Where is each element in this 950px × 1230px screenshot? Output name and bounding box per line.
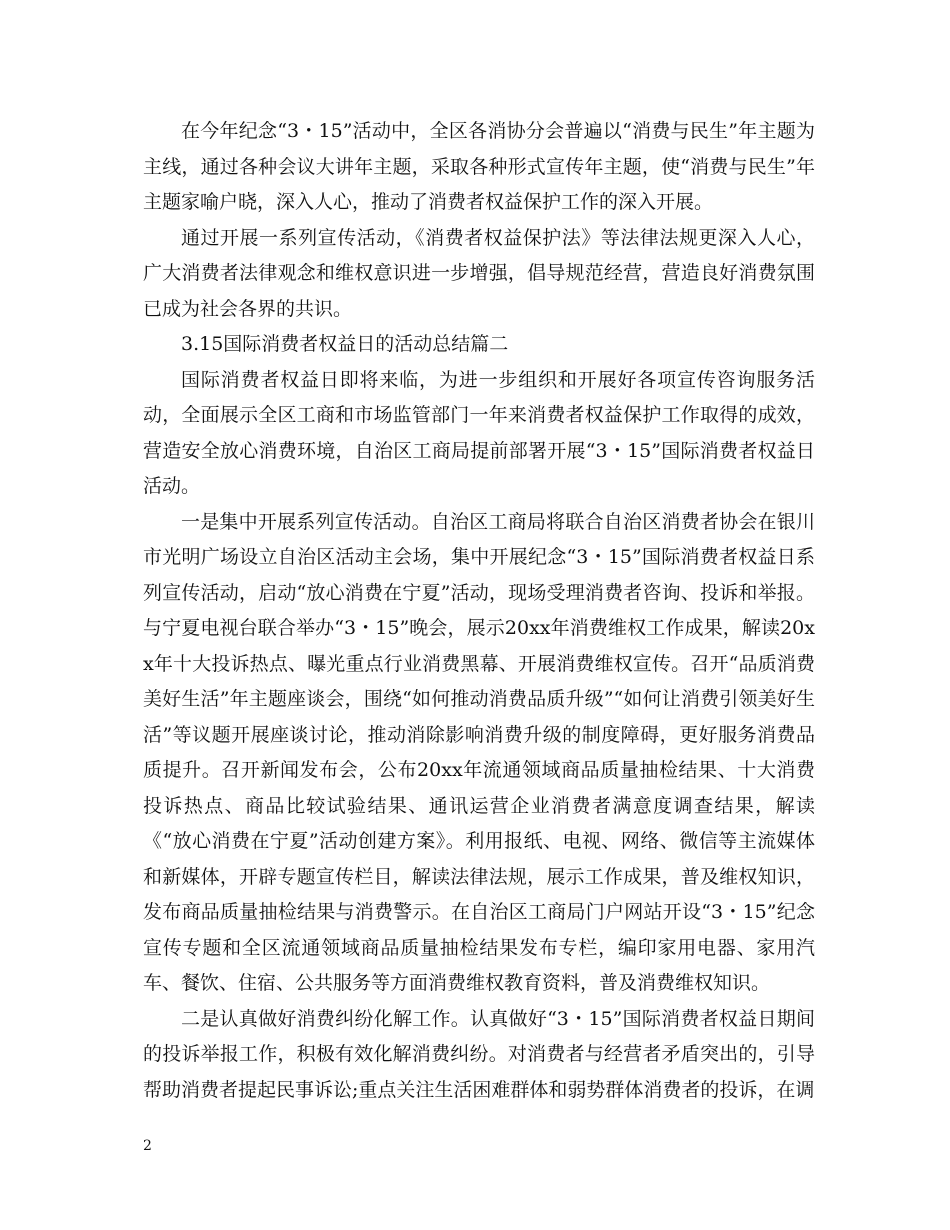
paragraph-4: 一是集中开展系列宣传活动。自治区工商局将联合自治区消费者协会在银川市光明广场设立自治区活动主会场，集中开展纪念“3・15”国际消费者权益日系列宣传活动，启动“放心消费在宁夏”活动，现场受理消费者咨询、投诉和举报。与宁夏电视台联合举办“3・15”晚会，展示20xx年消费维权工作成果，解读20xx年十大投诉热点、曝光重点行业消费黑幕、开展消费维权宣传。召开“品质消费美好生活”年主题座谈会，围绕“如何推动消费品质升级”“如何让消费引领美好生活”等议题开展座谈讨论，推动消除影响消费升级的制度障碍，更好服务消费品质提升。召开新闻发布会，公布20xx年流通领域商品质量抽检结果、十大消费投诉热点、商品比较试验结果、通讯运营企业消费者满意度调查结果，解读《“放心消费在宁夏”活动创建方案》。利用报纸、电视、网络、微信等主流媒体和新媒体，开辟专题宣传栏目，解读法律法规，展示工作成果，普及维权知识，发布商品质量抽检结果与消费警示。在自治区工商局门户网站开设“3・15”纪念宣传专题和全区流通领域商品质量抽检结果发布专栏，编印家用电器、家用汽车、餐饮、住宿、公共服务等方面消费维权教育资料，普及消费维权知识。 [143, 510, 815, 994]
paragraph-1: 在今年纪念“3・15”活动中，全区各消协分会普遍以“消费与民生”年主题为主线，通过各种会议大讲年主题，采取各种形式宣传年主题，使“消费与民生”年主题家喻户晓，深入人心，推动了消费者权益保护工作的深入开展。 [143, 120, 815, 213]
section-heading: 3.15国际消费者权益日的活动总结篇二 [181, 333, 509, 355]
paragraph-2: 通过开展一系列宣传活动，《消费者权益保护法》等法律法规更深入人心，广大消费者法律观念和维权意识进一步增强，倡导规范经营，营造良好消费氛围已成为社会各界的共识。 [143, 226, 815, 320]
page-number: 2 [143, 1138, 152, 1154]
document-body [143, 114, 815, 1108]
paragraph-3: 国际消费者权益日即将来临，为进一步组织和开展好各项宣传咨询服务活动，全面展示全区工商和市场监管部门一年来消费者权益保护工作取得的成效，营造安全放心消费环境，自治区工商局提前部署开展“3・15”国际消费者权益日活动。 [143, 368, 815, 497]
paragraph-5: 二是认真做好消费纠纷化解工作。认真做好“3・15”国际消费者权益日期间的投诉举报工作，积极有效化解消费纠纷。对消费者与经营者矛盾突出的，引导帮助消费者提起民事诉讼;重点关注生活困难群体和弱势群体消费者的投诉，在调 [143, 1007, 815, 1101]
